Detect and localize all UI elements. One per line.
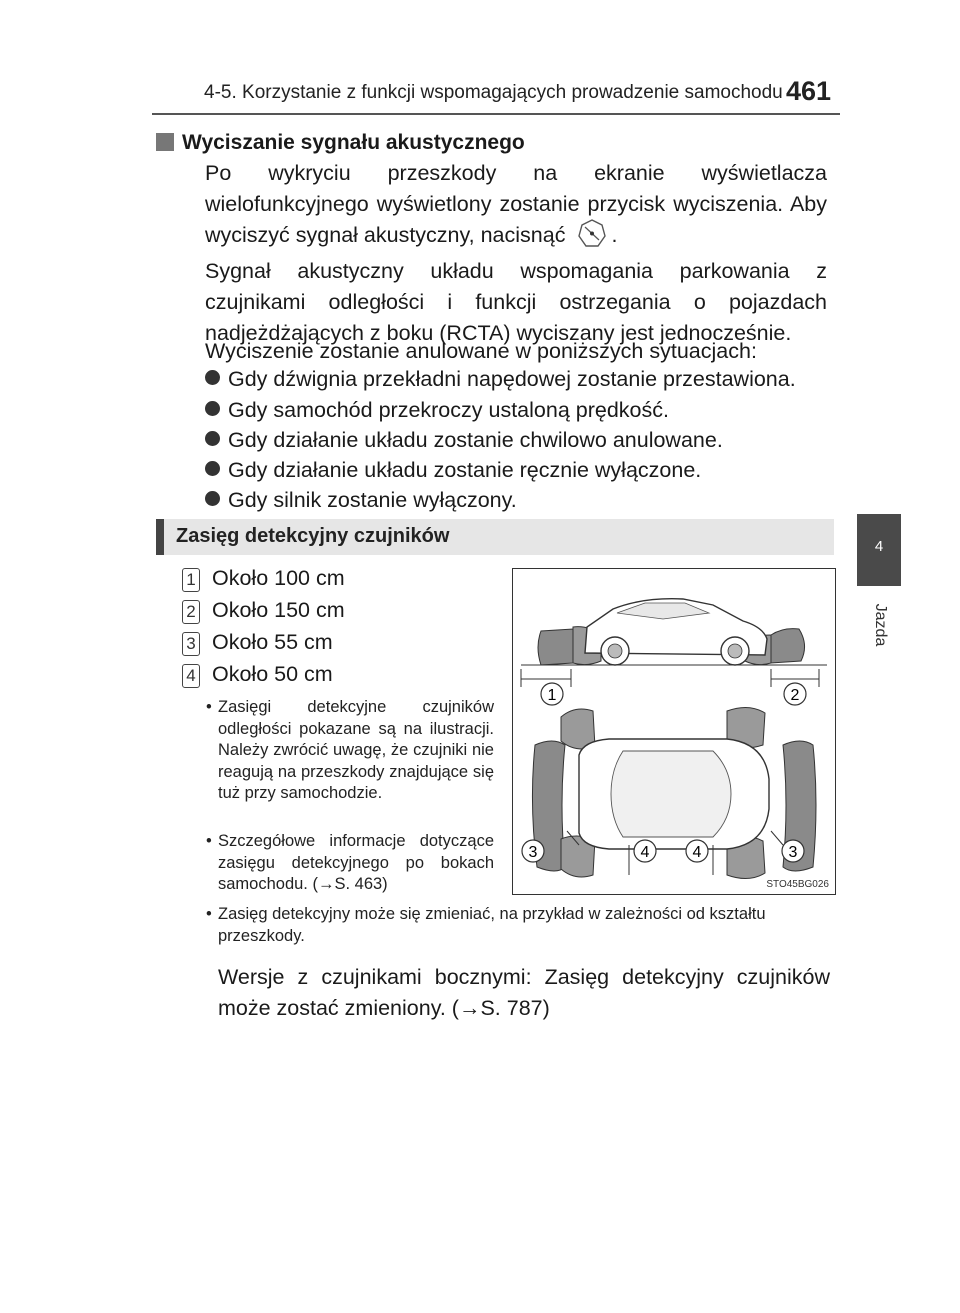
detection-range-figure [512, 568, 836, 895]
callout-3 [522, 840, 544, 862]
callout-1 [541, 683, 563, 705]
bullet-dot-icon [205, 491, 220, 506]
callout-2 [784, 683, 806, 705]
page-number: 461 [786, 76, 832, 106]
front-wheel-hub [728, 644, 742, 658]
rear-wheel-hub [608, 644, 622, 658]
svg-text:4: 4 [692, 844, 702, 861]
paragraph-mute-text: Po wykryciu przeszkody na ekranie wyświetlacza wielofunkcyjnego wyświetlony zostanie przycisk wyciszenia. Aby wyciszyć sygnał akustyczny, nacisnąć [205, 161, 827, 247]
bullet-dot-icon [205, 401, 220, 416]
range-item-3: 3 Około 55 cm [182, 630, 333, 656]
front-zone-outer [771, 629, 805, 663]
paragraph-mute-end: . [611, 223, 618, 247]
callout-4 [634, 840, 656, 862]
square-bullet-icon [156, 133, 174, 151]
mute-button-icon [575, 216, 609, 250]
note-2: • Szczegółowe informacje dotyczące zasięgu detekcyjnego po bokach samochodu. (→S. 463) [206, 832, 494, 894]
callout-4b [686, 840, 708, 862]
dim-arrow-3 [771, 831, 783, 845]
bullet-dot-icon [205, 370, 220, 385]
figure-code: STO45BG026 [766, 879, 829, 890]
range-item-1: 1 Około 100 cm [182, 566, 345, 592]
range-item-2: 2 Około 150 cm [182, 598, 345, 624]
list-item: Gdy działanie układu zostanie ręcznie wyłączone. [205, 458, 701, 483]
car-roof [611, 751, 731, 837]
heading-bar [156, 519, 164, 555]
list-item: Gdy dźwignia przekładni napędowej zostanie przestawiona. [205, 367, 796, 392]
svg-text:3: 3 [788, 844, 798, 861]
svg-text:1: 1 [547, 687, 557, 704]
detection-heading: Zasięg detekcyjny czujników [176, 525, 450, 547]
paragraph-rcta: Sygnał akustyczny układu wspomagania parkowania z czujnikami odległości i funkcji ostrzegania o pojazdach nadjeżdżających z boku (RCTA) wyciszany jest jednocześnie. [205, 259, 827, 345]
chapter-label: Jazda [872, 603, 889, 647]
chapter-label-box [852, 590, 908, 660]
paragraph-side-sensors: Wersje z czujnikami bocznymi: Zasięg detekcyjny czujników może zostać zmieniony. (→S. 787) [218, 965, 830, 1020]
note-1: • Zasięgi detekcyjne czujników odległości pokazane są na ilustracji. Należy zwrócić uwagę, że czujniki nie reagują na przeszkody znajdujące się tuż przy samochodzie. [206, 698, 494, 803]
paragraph-mute [205, 158, 827, 251]
range-item-4: 4 Około 50 cm [182, 662, 333, 688]
paragraph-cancel: Wyciszenie zostanie anulowane w poniższych sytuacjach: [205, 339, 757, 363]
list-item: Gdy silnik zostanie wyłączony. [205, 488, 517, 513]
chapter-number: 4 [874, 538, 884, 555]
svg-text:3: 3 [528, 844, 538, 861]
section-heading: Wyciszanie sygnału akustycznego [182, 131, 525, 154]
svg-text:4: 4 [640, 844, 650, 861]
figure-drawing [513, 569, 835, 894]
callout-3b [782, 840, 804, 862]
svg-text:2: 2 [790, 687, 800, 704]
rear-zone-outer [538, 629, 573, 665]
running-header: 4-5. Korzystanie z funkcji wspomagających prowadzenie samochodu [204, 82, 783, 103]
list-item: Gdy samochód przekroczy ustaloną prędkość. [205, 398, 669, 423]
detection-heading-box [156, 519, 834, 555]
header-rule [152, 113, 840, 115]
bullet-dot-icon [205, 431, 220, 446]
note-3: • Zasięg detekcyjny może się zmieniać, na przykład w zależności od kształtu przeszkody. [206, 905, 766, 945]
bullet-dot-icon [205, 461, 220, 476]
list-item: Gdy działanie układu zostanie chwilowo anulowane. [205, 428, 723, 453]
chapter-tab [857, 514, 901, 586]
